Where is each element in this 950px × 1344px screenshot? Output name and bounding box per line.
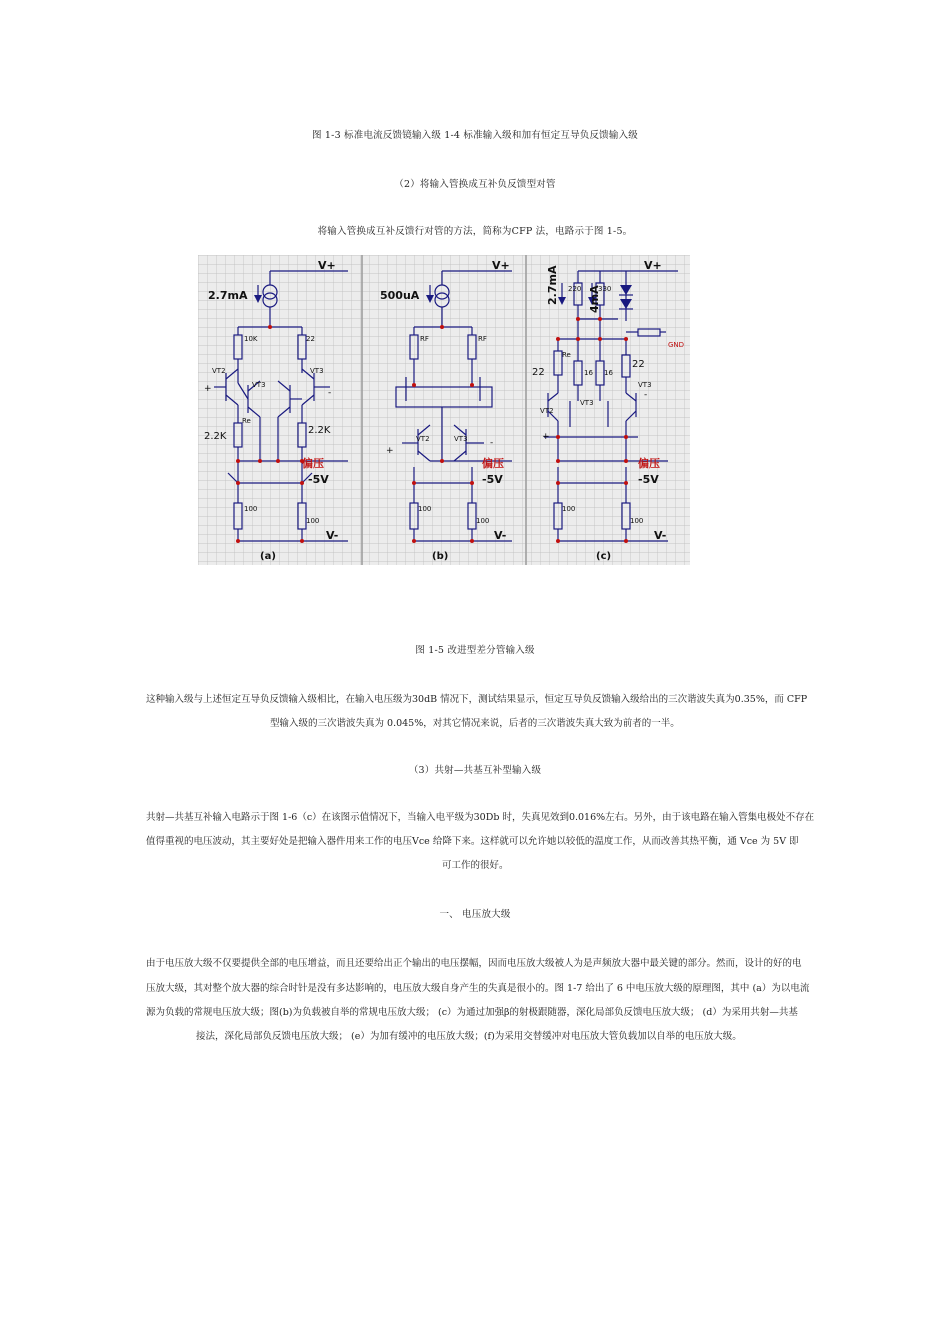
- q-a-left: VT2: [212, 367, 226, 375]
- neg5v-a: -5V: [308, 473, 329, 486]
- res-c-top2: 330: [598, 285, 612, 293]
- plus-b: +: [386, 446, 394, 456]
- vminus-c: V-: [654, 529, 667, 542]
- gnd-label: GND: [668, 341, 685, 349]
- res-a-l2: 2.2K: [204, 431, 227, 442]
- res-b-b1: 100: [418, 505, 432, 513]
- q-a-right: VT3: [310, 367, 324, 375]
- minus-b: -: [490, 438, 494, 448]
- bias-b: 偏压: [482, 457, 504, 470]
- vplus-c: V+: [644, 259, 662, 272]
- res-b-left: RF: [420, 335, 429, 343]
- heading-2: （2）将输入管换成互补负反馈型对管: [394, 179, 556, 190]
- label-b: (b): [432, 551, 449, 562]
- current-c1: 2.7mA: [546, 265, 559, 305]
- current-a: 2.7mA: [208, 289, 248, 302]
- res-a-left: 10K: [244, 335, 258, 343]
- caption-fig-1-3-1-4: 图 1-3 标准电流反馈镜输入级 1-4 标准输入级和加有恒定互导负反馈输入级: [312, 130, 638, 141]
- vminus-a: V-: [326, 529, 339, 542]
- q-c-right: VT3: [638, 381, 652, 389]
- minus-c: -: [644, 390, 648, 400]
- label-c: (c): [596, 551, 612, 562]
- res-c-16b: 16: [604, 369, 613, 377]
- current-b: 500uA: [380, 289, 420, 302]
- vplus-b: V+: [492, 259, 510, 272]
- para1-line2: 型输入级的三次谐波失真为 0.045%，对其它情况来说，后者的三次谐波失真大致为前者的一半。: [270, 718, 680, 729]
- q-c-left: VT2: [540, 407, 554, 415]
- para1-line1: 这种输入级与上述恒定互导负反馈输入级相比，在输入电压级为30dB 情况下，测试结果显示，恒定互导负反馈输入级给出的三次谐波失真为0.35%，而 CFP: [146, 694, 808, 705]
- vplus-a: V+: [318, 259, 336, 272]
- res-c-b2: 100: [630, 517, 644, 525]
- para3-line1: 由于电压放大级不仅要提供全部的电压增益，而且还要给出正个输出的电压摆幅，因而电压放大级被人为是声频放大器中最关键的部分。然而，设计的好的电: [146, 958, 802, 969]
- neg5v-c: -5V: [638, 473, 659, 486]
- para2-line1: 共射—共基互补输入电路示于图 1-6（c）在该图示值情况下，当输入电平级为30Db 时，失真见效到0.016%左右。另外，由于该电路在输入管集电极处不存在: [146, 812, 815, 823]
- intro-cfp: 将输入管换成互补反馈行对管的方法，简称为CFP 法，电路示于图 1-5。: [317, 226, 633, 237]
- para2-line2: 值得重视的电压波动，其主要好处是把输入器件用来工作的电压Vce 给降下来。这样就可以允许她以较低的温度工作，从而改善其热平衡，通 Vce 为 5V 即: [146, 836, 799, 847]
- q-a-mid: VT3: [252, 381, 266, 389]
- res-c-22a: 22: [532, 367, 545, 378]
- caption-fig-1-5: 图 1-5 改进型差分管输入级: [415, 645, 535, 656]
- res-a-right: 22: [306, 335, 315, 343]
- current-c2: 4mA: [588, 285, 601, 313]
- para3-line3: 源为负载的常规电压放大级；图(b)为负载被自举的常规电压放大级； (c）为通过加强β的射极跟随器，深化局部负反馈电压放大级； (d）为采用共射—共基: [146, 1007, 798, 1018]
- minus-a: -: [328, 388, 332, 398]
- heading-3: （3）共射—共基互补型输入级: [408, 765, 542, 776]
- res-b-b2: 100: [476, 517, 490, 525]
- res-b-right: RF: [478, 335, 487, 343]
- section-heading-voltage-amp: 一、 电压放大级: [439, 909, 511, 920]
- res-a-emit: Re: [242, 417, 251, 425]
- vminus-b: V-: [494, 529, 507, 542]
- res-c-emit: Re: [562, 351, 571, 359]
- label-a: (a): [260, 551, 276, 562]
- res-a-b1: 100: [244, 505, 258, 513]
- res-a-r2: 2.2K: [308, 425, 331, 436]
- para3-line4: 接法，深化局部负反馈电压放大级； (e）为加有缓冲的电压放大级；(f)为采用交替缓冲对电压放大管负载加以自举的电压放大级。: [196, 1031, 742, 1042]
- q-b-left: VT2: [416, 435, 430, 443]
- bias-a: 偏压: [302, 457, 324, 470]
- circuit-figure-1-5: [198, 255, 690, 565]
- res-c-b1: 100: [562, 505, 576, 513]
- res-c-22b: 22: [632, 359, 645, 370]
- plus-a: +: [204, 384, 212, 394]
- q-c-mid: VT3: [580, 399, 594, 407]
- para3-line2: 压放大级，其对整个放大器的综合时针是没有多达影响的，电压放大级自身产生的失真是很小的。图 1-7 给出了 6 中电压放大级的原理图，其中 (a）为以电流: [146, 983, 810, 994]
- para2-line3: 可工作的很好。: [442, 860, 509, 871]
- neg5v-b: -5V: [482, 473, 503, 486]
- res-c-top1: 220: [568, 285, 582, 293]
- res-c-16a: 16: [584, 369, 593, 377]
- bias-c: 偏压: [638, 457, 660, 470]
- res-a-b2: 100: [306, 517, 320, 525]
- plus-c: +: [542, 432, 550, 442]
- q-b-right: VT3: [454, 435, 468, 443]
